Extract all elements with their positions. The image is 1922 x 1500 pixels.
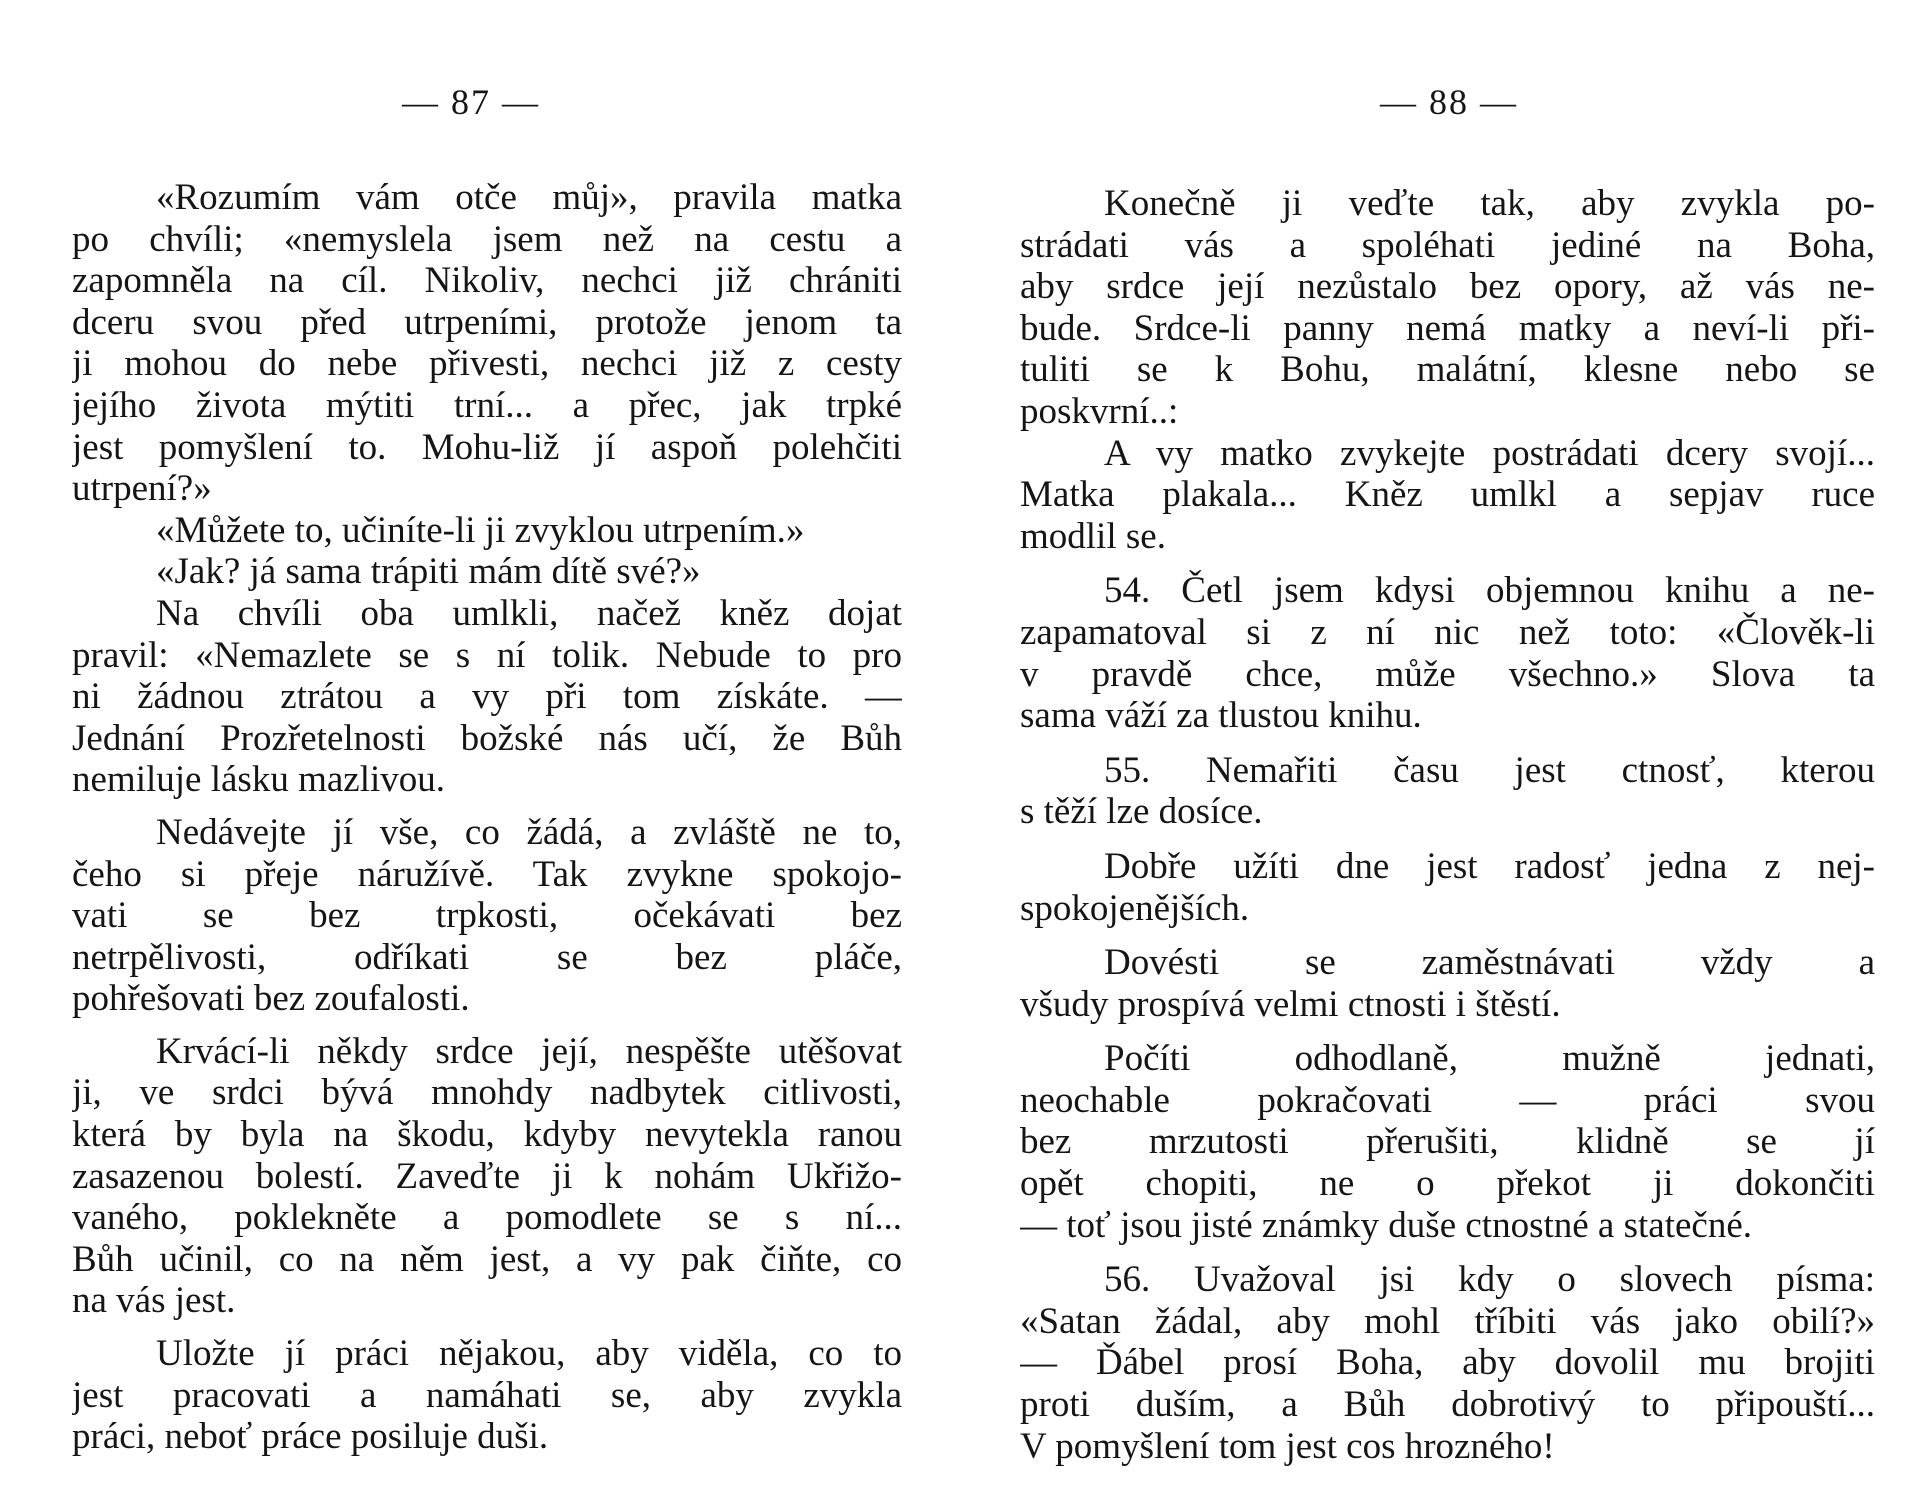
text-line: neochable pokračovati — práci svou	[1020, 1079, 1875, 1121]
text-line: A vy matko zvykejte postrádati dcery svojí...	[1104, 432, 1875, 474]
text-line: ni žádnou ztrátou a vy při tom získáte. —	[72, 676, 902, 718]
text-line: 54. Četl jsem kdysi objemnou knihu a ne-	[1104, 570, 1875, 612]
text-line: v pravdě chce, může všechno.» Slova ta	[1020, 653, 1875, 695]
text-line: pravil: «Nemazlete se s ní tolik. Nebude to pro	[72, 634, 902, 676]
text-line: modlil se.	[1020, 515, 1166, 557]
text-line: poskvrní..:	[1020, 390, 1179, 432]
text-line: jejího života mýtiti trní... a přec, jak trpké	[72, 384, 902, 426]
page-number: — 87 —	[402, 82, 540, 122]
text-line: Uložte jí práci nějakou, aby viděla, co to	[156, 1333, 902, 1375]
text-line: zapomněla na cíl. Nikoliv, nechci již chrániti	[72, 260, 902, 302]
text-line: Jednání Prozřetelnosti božské nás učí, že Bůh	[72, 717, 902, 759]
text-line: vaného, poklekněte a pomodlete se s ní...	[72, 1197, 902, 1239]
text-line: pohřešovati bez zoufalosti.	[72, 978, 470, 1020]
text-line: Dobře užíti dne jest radosť jedna z nej-	[1104, 845, 1875, 887]
text-line: sama váží za tlustou knihu.	[1020, 695, 1422, 737]
text-line: jest pomyšlení to. Mohu-liž jí aspoň polehčiti	[72, 426, 902, 468]
text-line: tuliti se k Bohu, malátní, klesne nebo se	[1020, 349, 1875, 391]
text-line: Konečně ji veďte tak, aby zvykla po-	[1104, 183, 1875, 224]
text-line: vati se bez trpkosti, očekávati bez	[72, 895, 902, 937]
text-line: jest pracovati a namáhati se, aby zvykla	[72, 1374, 902, 1416]
text-line: Matka plakala... Kněz umlkl a sepjav ruce	[1020, 474, 1875, 516]
text-line: Počíti odhodlaně, mužně jednati,	[1104, 1038, 1875, 1080]
text-line: utrpení?»	[72, 468, 212, 510]
text-line: netrpělivosti, odříkati se bez pláče,	[72, 936, 902, 978]
text-line: čeho si přeje náružívě. Tak zvykne spokojo-	[72, 853, 902, 895]
text-line: opět chopiti, ne o překot ji dokončiti	[1020, 1163, 1875, 1205]
text-line: «Jak? já sama trápiti mám dítě své?»	[156, 551, 701, 593]
text-line: proti duším, a Bůh dobrotivý to připouští...	[1020, 1384, 1875, 1426]
text-line: po chvíli; «nemyslela jsem než na cestu a	[72, 218, 902, 260]
text-line: «Satan žádal, aby mohl tříbiti vás jako obilí?»	[1020, 1300, 1875, 1342]
text-line: aby srdce její nezůstalo bez opory, až vás ne-	[1020, 266, 1875, 308]
text-line: strádati vás a spoléhati jediné na Boha,	[1020, 224, 1875, 266]
page-text	[72, 177, 902, 1458]
page-number: — 88 —	[1380, 82, 1518, 122]
text-line: s těží lze dosíce.	[1020, 791, 1263, 833]
text-line: «Můžete to, učiníte-li ji zvyklou utrpením.»	[156, 509, 805, 551]
text-line: bez mrzutosti přerušiti, klidně se jí	[1020, 1121, 1875, 1163]
text-line: ji mohou do nebe přivesti, nechci již z cesty	[72, 343, 902, 385]
text-line: V pomyšlení tom jest cos hrozného!	[1020, 1425, 1555, 1467]
text-line: — toť jsou jisté známky duše ctnostné a statečné.	[1020, 1204, 1752, 1246]
text-line: — Ďábel prosí Boha, aby dovolil mu brojiti	[1020, 1342, 1875, 1384]
text-line: dceru svou před utrpeními, protože jenom ta	[72, 301, 902, 343]
text-line: Nedávejte jí vše, co žádá, a zvláště ne to,	[156, 811, 902, 853]
text-line: která by byla na škodu, kdyby nevytekla ranou	[72, 1114, 902, 1156]
text-line: práci, neboť práce posiluje duši.	[72, 1416, 549, 1458]
text-line: zapamatoval si z ní nic než toto: «Člověk-li	[1020, 611, 1875, 653]
text-line: na vás jest.	[72, 1280, 236, 1322]
text-line: Krvácí-li někdy srdce její, nespěšte utěšovat	[156, 1030, 902, 1072]
text-line: všudy prospívá velmi ctnosti i štěstí.	[1020, 983, 1561, 1025]
text-line: Dovésti se zaměstnávati vždy a	[1104, 942, 1875, 984]
right-page	[1020, 0, 1875, 1500]
page-text	[1020, 183, 1875, 1467]
text-line: zasazenou bolestí. Zaveďte ji k nohám Ukřižo-	[72, 1155, 902, 1197]
left-page	[72, 0, 902, 1500]
text-line: nemiluje lásku mazlivou.	[72, 759, 445, 801]
text-line: «Rozumím vám otče můj», pravila matka	[156, 177, 902, 218]
text-line: 55. Nemařiti času jest ctnosť, kterou	[1104, 749, 1875, 791]
text-line: Bůh učinil, co na něm jest, a vy pak čiňte, co	[72, 1238, 902, 1280]
text-line: bude. Srdce-li panny nemá matky a neví-li při-	[1020, 307, 1875, 349]
text-line: Na chvíli oba umlkli, načež kněz dojat	[156, 592, 902, 634]
text-line: 56. Uvažoval jsi kdy o slovech písma:	[1104, 1259, 1875, 1301]
text-line: ji, ve srdci bývá mnohdy nadbytek citlivosti,	[72, 1072, 902, 1114]
text-line: spokojenějších.	[1020, 887, 1250, 929]
